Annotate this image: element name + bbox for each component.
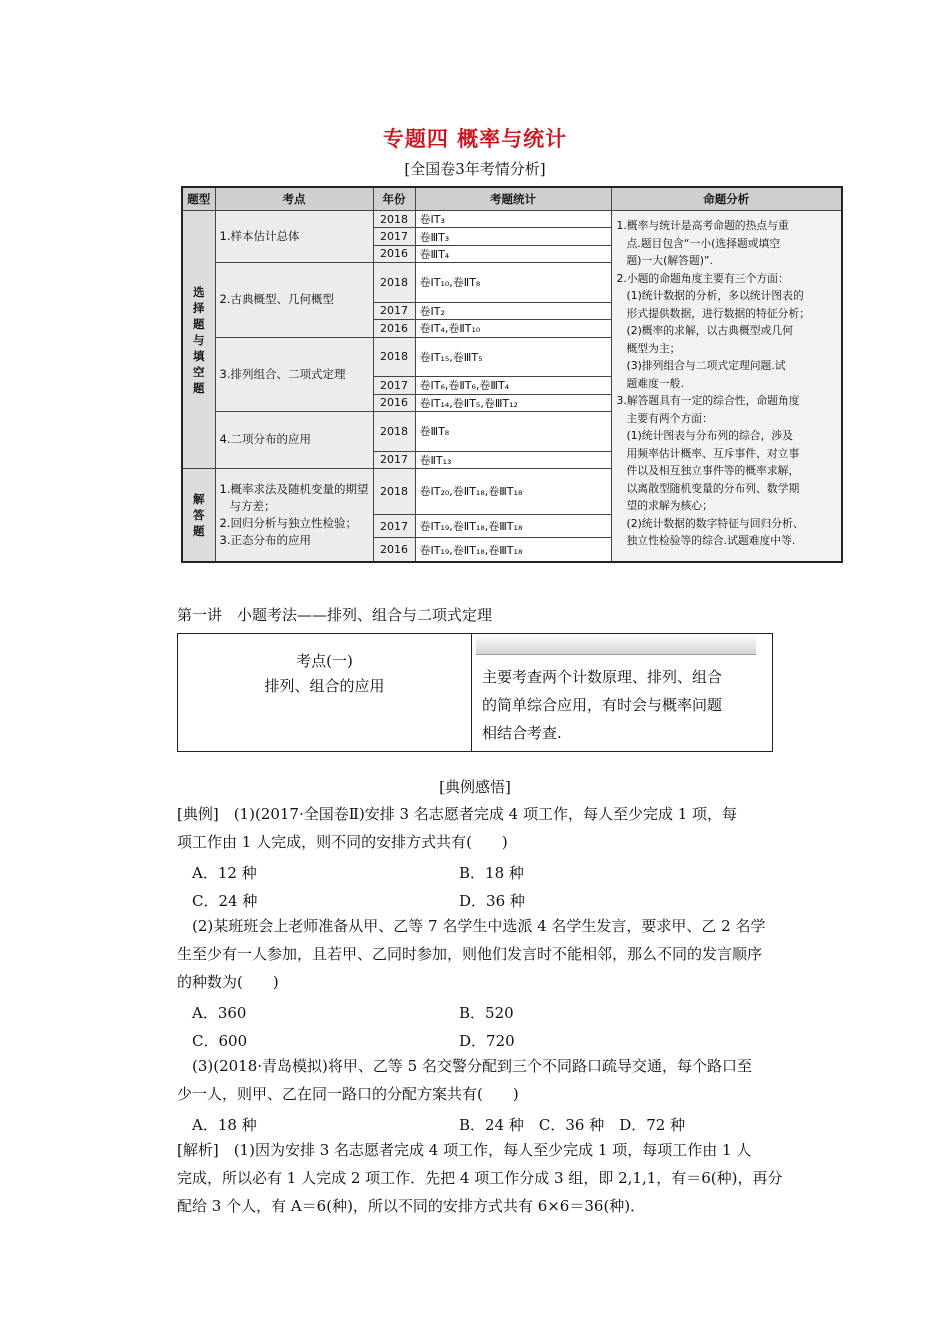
- year-cell: 2018: [373, 211, 415, 228]
- q3-line1: (3)(2018·青岛模拟)将甲、乙等 5 名交警分配到三个不同路口疏导交通，每个路口至: [192, 1057, 752, 1075]
- type-cell: 选择题与填空题: [182, 211, 215, 469]
- key-point-label: [178, 634, 472, 751]
- q1-option-c: C．24 种: [192, 892, 258, 910]
- year-cell: 2017: [373, 451, 415, 468]
- key-point-topic: 排列、组合的应用: [264, 677, 385, 695]
- analysis-cell: 1.概率与统计是高考命题的热点与重 点.题目包含“一小(选择题或填空 题)一大(解答题)”. 2.小题的命题角度主要有三个方面： (1)统计数据的分析，多以统计图表的 形式提供数据，进行数据的特征分析； (2)概率的求解，以古典概型或几何 概型为主； (3)排列组合与二项式定理问题.试 题难度一般. 3.解答题具有一定的综合性，命题角度 主要有两个方面： (1)统计图表与分布列的综合，涉及 用频率估计概率、互斥事件、对立事 件以及相互独立事件等的概率求解， 以离散型随机变量的分布列、数学期 望的求解为核心； (2)统计数据的数字特征与回归分析、 独立性检验等的综合.试题难度中等.: [611, 211, 842, 563]
- exam-analysis-table: [181, 186, 843, 563]
- key-point-description: 主要考查两个计数原理、排列、组合 的简单综合应用，有时会与概率问题 相结合考查.: [472, 634, 772, 751]
- stat-cell: 卷ⅢT₄: [415, 245, 611, 262]
- q3-line2: 少一人，则甲、乙在同一路口的分配方案共有( ): [177, 1085, 519, 1103]
- stat-cell: 卷ⅠT₁₄,卷ⅡT₅,卷ⅢT₁₂: [415, 394, 611, 411]
- q2-line2: 生至少有一人参加，且若甲、乙同时参加，则他们发言时不能相邻，那么不同的发言顺序: [177, 945, 763, 963]
- q2-line1: (2)某班班会上老师准备从甲、乙等 7 名学生中选派 4 名学生发言，要求甲、乙 2 名学: [192, 917, 766, 935]
- solution-line1: [解析] (1)因为安排 3 名志愿者完成 4 项工作，每人至少完成 1 项，每项工作由 1 人: [177, 1141, 752, 1159]
- header-year: 年份: [373, 187, 415, 211]
- stat-cell: 卷ⅢT₃: [415, 228, 611, 245]
- q1-option-d: D．36 种: [459, 892, 525, 910]
- q3-options-bcd: B．24 种 C．36 种 D．72 种: [459, 1116, 686, 1134]
- stat-cell: 卷ⅠT₂₀,卷ⅡT₁₈,卷ⅢT₁₈: [415, 469, 611, 515]
- year-cell: 2018: [373, 411, 415, 451]
- key-point-number: 考点(一): [296, 652, 353, 670]
- section-heading: [典例感悟]: [439, 778, 511, 796]
- stat-cell: 卷ⅢT₈: [415, 411, 611, 451]
- box-tab-decoration: [476, 634, 756, 655]
- lecture-heading: 第一讲 小题考法——排列、组合与二项式定理: [177, 606, 493, 624]
- q2-option-d: D．720: [459, 1032, 515, 1050]
- solution-line3: 配给 3 个人，有 A＝6(种)，所以不同的安排方式共有 6×6＝36(种)．: [177, 1197, 646, 1215]
- point-cell: 1.概率求法及随机变量的期望与方差； 2.回归分析与独立性检验； 3.正态分布的应用: [215, 469, 373, 562]
- stat-cell: 卷ⅠT₄,卷ⅡT₁₀: [415, 320, 611, 337]
- point-cell: 1.样本估计总体: [215, 211, 373, 263]
- point-cell: 2.古典概型、几何概型: [215, 263, 373, 337]
- q2-option-c: C．600: [192, 1032, 248, 1050]
- point-cell: 4.二项分布的应用: [215, 411, 373, 468]
- stat-cell: 卷ⅡT₁₃: [415, 451, 611, 468]
- page-subtitle: [全国卷3年考情分析]: [404, 160, 546, 178]
- stat-cell: 卷ⅠT₃: [415, 211, 611, 228]
- q2-line3: 的种数为( ): [177, 973, 279, 991]
- year-cell: 2016: [373, 538, 415, 562]
- solution-line2: 完成，所以必有 1 人完成 2 项工作．先把 4 项工作分成 3 组，即 2,1,1，有＝6(种)，再分: [177, 1169, 783, 1187]
- stat-cell: 卷ⅠT₁₅,卷ⅢT₅: [415, 337, 611, 377]
- page-title: 专题四 概率与统计: [382, 127, 568, 151]
- point-cell: 3.排列组合、二项式定理: [215, 337, 373, 411]
- table-header-row: [182, 187, 842, 211]
- stat-cell: 卷ⅠT₂: [415, 302, 611, 319]
- year-cell: 2017: [373, 514, 415, 537]
- stat-cell: 卷ⅠT₁₉,卷ⅡT₁₈,卷ⅢT₁₈: [415, 514, 611, 537]
- q2-option-a: A．360: [192, 1004, 247, 1022]
- table-row: [182, 211, 842, 228]
- year-cell: 2016: [373, 245, 415, 262]
- header-stat: 考题统计: [415, 187, 611, 211]
- header-analysis: 命题分析: [611, 187, 842, 211]
- year-cell: 2016: [373, 320, 415, 337]
- header-type: 题型: [182, 187, 215, 211]
- year-cell: 2018: [373, 337, 415, 377]
- q3-option-a: A．18 种: [192, 1116, 257, 1134]
- key-point-box: [177, 633, 773, 752]
- type-cell: 解答题: [182, 469, 215, 562]
- year-cell: 2017: [373, 377, 415, 394]
- q2-option-b: B．520: [459, 1004, 514, 1022]
- year-cell: 2016: [373, 394, 415, 411]
- year-cell: 2017: [373, 302, 415, 319]
- q1-option-a: A．12 种: [192, 864, 257, 882]
- year-cell: 2017: [373, 228, 415, 245]
- year-cell: 2018: [373, 263, 415, 303]
- year-cell: 2018: [373, 469, 415, 515]
- header-point: 考点: [215, 187, 373, 211]
- stat-cell: 卷ⅠT₆,卷ⅡT₆,卷ⅢT₄: [415, 377, 611, 394]
- stat-cell: 卷ⅠT₁₀,卷ⅡT₈: [415, 263, 611, 303]
- stat-cell: 卷ⅠT₁₉,卷ⅡT₁₈,卷ⅢT₁₈: [415, 538, 611, 562]
- q1-option-b: B．18 种: [459, 864, 524, 882]
- q1-line1: [典例] (1)(2017·全国卷Ⅱ)安排 3 名志愿者完成 4 项工作，每人至少完成 1 项，每: [177, 805, 738, 823]
- q1-line2: 项工作由 1 人完成，则不同的安排方式共有( ): [177, 833, 508, 851]
